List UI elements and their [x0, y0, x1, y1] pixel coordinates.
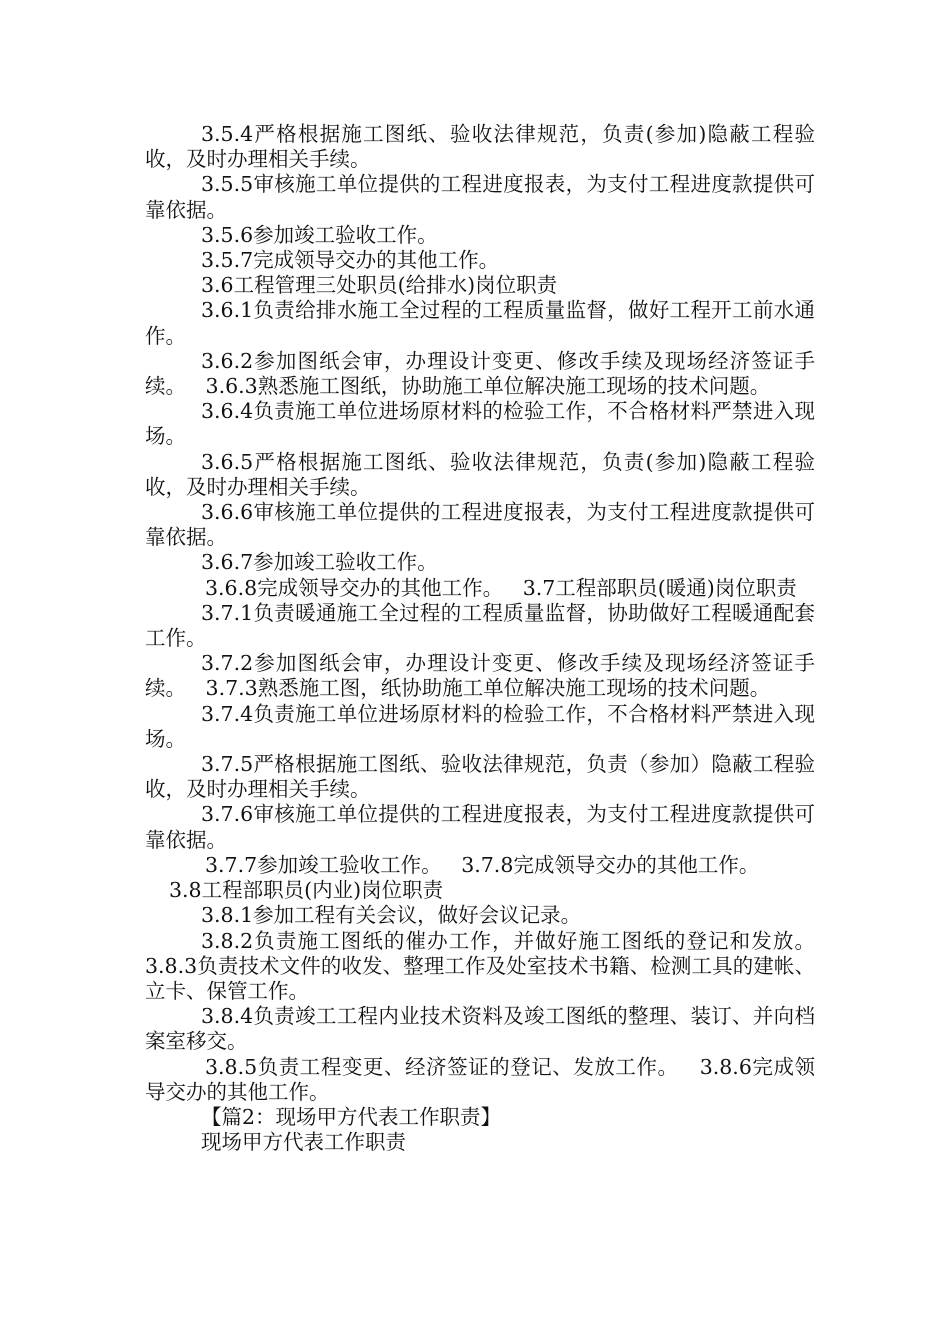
- document-body: [145, 122, 835, 1155]
- paragraph-3-6-6: 3.6.6审核施工单位提供的工程进度报表，为支付工程进度款提供可靠依据。: [145, 500, 815, 550]
- paragraph-3-7-6: 3.7.6审核施工单位提供的工程进度报表，为支付工程进度款提供可靠依据。: [145, 802, 815, 852]
- paragraph-3-8-5: 3.8.5负责工程变更、经济签证的登记、发放工作。 3.8.6完成领导交办的其他工作。: [145, 1054, 815, 1104]
- paragraph-3-8-2: 3.8.2负责施工图纸的催办工作，并做好施工图纸的登记和发放。 3.8.3负责技术文件的收发、整理工作及处室技术书籍、检测工具的建帐、立卡、保管工作。: [145, 928, 835, 1003]
- paragraph-3-7-4: 3.7.4负责施工单位进场原材料的检验工作，不合格材料严禁进入现场。: [145, 701, 815, 751]
- paragraph-3-8-1: 3.8.1参加工程有关会议，做好会议记录。: [201, 903, 582, 928]
- paragraph-3-7-2: 3.7.2参加图纸会审，办理设计变更、修改手续及现场经济签证手续。 3.7.3熟悉施工图，纸协助施工单位解决施工现场的技术问题。: [145, 651, 815, 701]
- section-heading-3-6: 3.6工程管理三处职员(给排水)岗位职责: [201, 273, 558, 298]
- paragraph-3-6-4: 3.6.4负责施工单位进场原材料的检验工作，不合格材料严禁进入现场。: [145, 399, 815, 449]
- paragraph-3-6-7: 3.6.7参加竣工验收工作。: [201, 550, 438, 575]
- paragraph-3-5-4: 3.5.4严格根据施工图纸、验收法律规范，负责(参加)隐蔽工程验收，及时办理相关手续。: [145, 122, 815, 172]
- paragraph-3-6-8: 3.6.8完成领导交办的其他工作。 3.7工程部职员(暖通)岗位职责: [205, 575, 797, 600]
- paragraph-3-6-1: 3.6.1负责给排水施工全过程的工程质量监督，做好工程开工前水通作。: [145, 298, 815, 348]
- paragraph-3-8-4: 3.8.4负责竣工工程内业技术资料及竣工图纸的整理、装订、并向档案室移交。: [145, 1004, 815, 1054]
- part-2-subtitle: 现场甲方代表工作职责: [201, 1130, 406, 1155]
- paragraph-3-5-6: 3.5.6参加竣工验收工作。: [201, 222, 438, 247]
- paragraph-3-7-5: 3.7.5严格根据施工图纸、验收法律规范，负责（参加）隐蔽工程验收，及时办理相关手续。: [145, 752, 815, 802]
- part-2-title: 【篇2：现场甲方代表工作职责】: [201, 1104, 502, 1129]
- paragraph-3-5-7: 3.5.7完成领导交办的其他工作。: [201, 248, 500, 273]
- paragraph-3-5-5: 3.5.5审核施工单位提供的工程进度报表，为支付工程进度款提供可靠依据。: [145, 172, 815, 222]
- paragraph-3-7-7: 3.7.7参加竣工验收工作。 3.7.8完成领导交办的其他工作。: [205, 852, 760, 877]
- paragraph-3-6-5: 3.6.5严格根据施工图纸、验收法律规范，负责(参加)隐蔽工程验收，及时办理相关手续。: [145, 449, 815, 499]
- paragraph-3-7-1: 3.7.1负责暖通施工全过程的工程质量监督，协助做好工程暖通配套工作。: [145, 600, 815, 651]
- paragraph-3-6-2: 3.6.2参加图纸会审，办理设计变更、修改手续及现场经济签证手续。 3.6.3熟悉施工图纸，协助施工单位解决施工现场的技术问题。: [145, 348, 815, 399]
- section-heading-3-8: 3.8工程部职员(内业)岗位职责: [169, 878, 444, 903]
